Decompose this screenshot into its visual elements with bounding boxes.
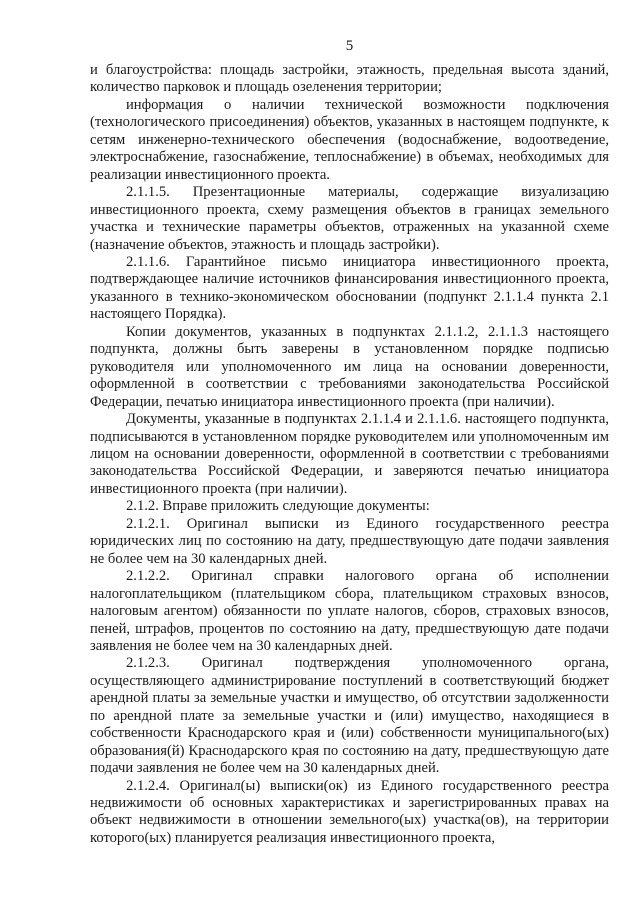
page-number: 5 <box>345 38 354 54</box>
paragraph-2-1-1-5: 2.1.1.5. Презентационные материалы, содержащие визуализацию инвестиционного проекта, схему размещения объектов в границах земельного участка и технические параметры объектов, отраженных на указанной схеме (назначение объектов, этажность и площадь застройки). <box>90 184 609 253</box>
paragraph-connection-info: информация о наличии технической возможности подключения (технологического присоединения) объектов, указанных в настоящем подпункте, к сетям инженерно-технического обеспечения (водоснабжение, водоотведение, электроснабжение, газоснабжение, теплоснабжение) в объемах, необходимых для реализации инвестиционного проекта. <box>90 96 609 183</box>
paragraph-copies: Копии документов, указанных в подпунктах 2.1.1.2, 2.1.1.3 настоящего подпункта, должны быть заверены в установленном порядке подписью руководителя или уполномоченного им лица на основании доверенности, оформленной в соответствии с требованиями законодательства Российской Федерации, печатью инициатора инвестиционного проекта (при наличии). <box>90 323 609 410</box>
paragraph-2-1-2: 2.1.2. Вправе приложить следующие документы: <box>126 498 430 515</box>
paragraph-2-1-1-6: 2.1.1.6. Гарантийное письмо инициатора инвестиционного проекта, подтверждающее наличие источников финансирования инвестиционного проекта, указанного в технико-экономическом обосновании (подпункт 2.1.1.4 пункта 2.1 настоящего Порядка). <box>90 253 609 323</box>
paragraph-continuation: и благоустройства: площадь застройки, этажность, предельная высота зданий, количество парковок и площадь озеленения территории; <box>90 62 609 96</box>
paragraph-2-1-2-1: 2.1.2.1. Оригинал выписки из Единого государственного реестра юридических лиц по состоянию на дату, предшествующую дате подачи заявления не более чем на 30 календарных дней. <box>90 515 609 567</box>
paragraph-2-1-2-3: 2.1.2.3. Оригинал подтверждения уполномоченного органа, осуществляющего администрирование поступлений в соответствующий бюджет арендной платы за земельные участки и имущество, об отсутствии задолженности по арендной плате за земельные участки и (или) имущество, находящиеся в собственности Краснодарского края и (или) собственности муниципального(ых) образования(й) Краснодарского края по состоянию на дату, предшествующую дате подачи заявления не более чем на 30 календарных дней. <box>90 655 609 777</box>
paragraph-2-1-2-4: 2.1.2.4. Оригинал(ы) выписки(ок) из Единого государственного реестра недвижимости об основных характеристиках и зарегистрированных правах на объект недвижимости в отношении земельного(ых) участка(ов), на территории которого(ых) планируется реализация инвестиционного проекта, <box>90 777 609 846</box>
paragraph-2-1-2-2: 2.1.2.2. Оригинал справки налогового органа об исполнении налогоплательщиком (плательщиком сбора, плательщиком страховых взносов, налоговым агентом) обязанности по уплате налогов, сборов, страховых взносов, пеней, штрафов, процентов по состоянию на дату, предшествующую дате подачи заявления не более чем на 30 календарных дней. <box>90 568 609 654</box>
paragraph-documents-signed: Документы, указанные в подпунктах 2.1.1.4 и 2.1.1.6. настоящего подпункта, подписываются в установленном порядке руководителем или уполномоченным им лицом на основании доверенности, оформленной в соответствии с требованиями законодательства Российской Федерации, и заверяются печатью инициатора инвестиционного проекта (при наличии). <box>90 411 609 497</box>
document-body <box>90 62 609 847</box>
